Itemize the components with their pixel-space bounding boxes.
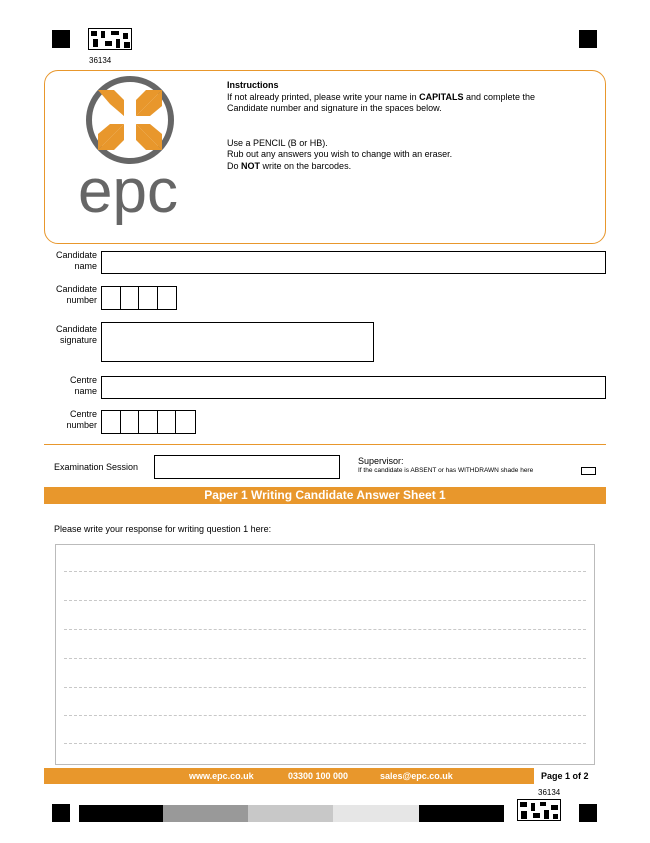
instr-line5-post: write on the barcodes. <box>260 160 352 171</box>
question-prompt: Please write your response for writing question 1 here: <box>54 524 272 534</box>
candidate-number-cell[interactable] <box>121 287 140 309</box>
candidate-signature-label-1: Candidate <box>55 324 97 334</box>
corner-marker-top-right <box>579 30 597 48</box>
candidate-number-cell[interactable] <box>158 287 176 309</box>
instr-line5-pre: Do <box>227 160 242 171</box>
centre-number-cell[interactable] <box>139 411 158 433</box>
centre-number-label-1: Centre <box>69 409 97 419</box>
answer-sheet-banner: Paper 1 Writing Candidate Answer Sheet 1 <box>44 487 606 504</box>
writing-line <box>64 743 586 744</box>
instr-line1-pre: If not already printed, please write your name in <box>227 91 420 102</box>
footer-email: sales@epc.co.uk <box>380 771 453 781</box>
writing-line <box>64 629 586 630</box>
instructions-line-3: Use a PENCIL (B or HB). <box>227 137 328 148</box>
centre-name-label-2: name <box>74 386 97 396</box>
centre-number-label-2: number <box>66 420 97 430</box>
candidate-signature-label <box>30 324 97 346</box>
instr-line1-bold: CAPITALS <box>419 91 464 102</box>
corner-marker-bottom-left <box>52 804 70 822</box>
footer-bar <box>44 768 534 784</box>
barcode-bottom-number: 36134 <box>538 788 561 797</box>
section-divider <box>44 444 606 445</box>
candidate-number-cell[interactable] <box>102 287 121 309</box>
instr-line5-bold: NOT <box>241 160 261 171</box>
candidate-name-field[interactable] <box>101 251 606 274</box>
centre-number-cell[interactable] <box>121 411 140 433</box>
barcode-bottom <box>517 799 561 821</box>
candidate-number-field[interactable] <box>101 286 177 310</box>
instructions-title: Instructions <box>227 80 279 90</box>
writing-line <box>64 571 586 572</box>
page-number: Page 1 of 2 <box>541 771 589 781</box>
candidate-signature-label-2: signature <box>59 335 97 345</box>
instructions-line-5 <box>227 161 597 173</box>
candidate-number-label-2: number <box>66 295 97 305</box>
instructions-line-1 <box>227 92 597 104</box>
candidate-number-label <box>30 284 97 306</box>
response-writing-area[interactable] <box>55 544 595 765</box>
centre-number-cell[interactable] <box>176 411 195 433</box>
candidate-name-label-2: name <box>74 261 97 271</box>
centre-number-field[interactable] <box>101 410 196 434</box>
instructions-line-4: Rub out any answers you wish to change with an eraser. <box>227 149 453 159</box>
epc-logo-text: epc <box>78 157 178 226</box>
absent-withdrawn-checkbox[interactable] <box>581 467 596 475</box>
calibration-block-black-2 <box>419 805 504 822</box>
instructions-line-2: Candidate number and signature in the spaces below. <box>227 103 442 113</box>
calibration-block-black-1 <box>79 805 163 822</box>
footer-website: www.epc.co.uk <box>189 771 254 781</box>
centre-number-cell[interactable] <box>102 411 121 433</box>
calibration-block-light-gray <box>248 805 333 822</box>
footer-phone: 03300 100 000 <box>288 771 349 781</box>
instr-line1-post: and complete the <box>463 91 536 102</box>
writing-line <box>64 658 586 659</box>
supervisor-title: Supervisor: <box>358 456 404 466</box>
centre-number-cell[interactable] <box>158 411 177 433</box>
calibration-block-dark-gray <box>163 805 248 822</box>
candidate-name-label <box>30 250 97 272</box>
epc-logo <box>66 72 194 242</box>
writing-line <box>64 600 586 601</box>
centre-name-field[interactable] <box>101 376 606 399</box>
candidate-number-cell[interactable] <box>139 287 158 309</box>
calibration-block-lighter-gray <box>333 805 419 822</box>
candidate-signature-field[interactable] <box>101 322 374 362</box>
corner-marker-top-left <box>52 30 70 48</box>
writing-line <box>64 687 586 688</box>
centre-name-label <box>30 375 97 397</box>
writing-line <box>64 715 586 716</box>
centre-name-label-1: Centre <box>69 375 97 385</box>
candidate-name-label-1: Candidate <box>55 250 97 260</box>
barcode-top <box>88 28 132 50</box>
exam-session-label: Examination Session <box>54 462 139 472</box>
supervisor-text: If the candidate is ABSENT or has WITHDRAWN shade here <box>358 467 534 474</box>
barcode-top-number: 36134 <box>89 56 112 65</box>
instructions-text <box>227 80 597 172</box>
candidate-number-label-1: Candidate <box>55 284 97 294</box>
centre-number-label <box>30 409 97 431</box>
exam-session-field[interactable] <box>154 455 340 479</box>
corner-marker-bottom-right <box>579 804 597 822</box>
